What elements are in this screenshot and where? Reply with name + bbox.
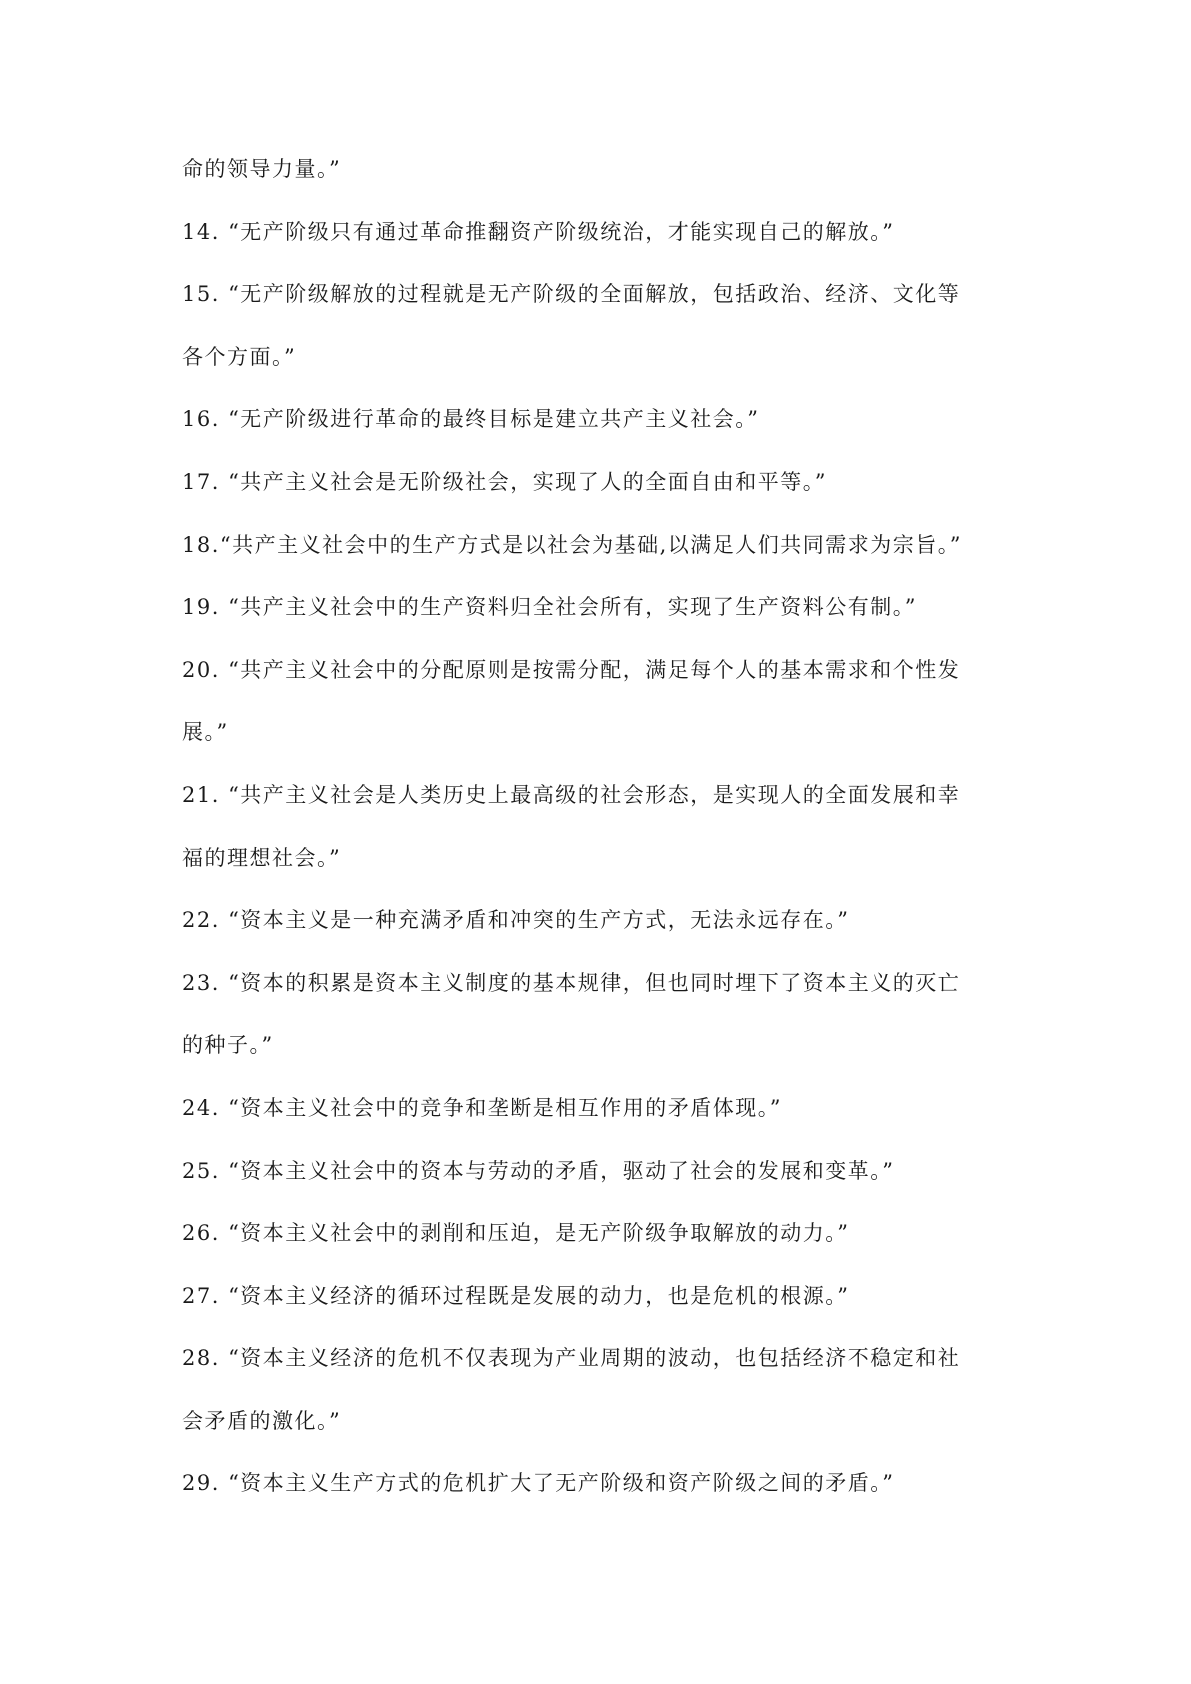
document-body bbox=[182, 138, 1032, 1515]
text-line: 展。” bbox=[182, 720, 229, 745]
text-line: 25. “资本主义社会中的资本与劳动的矛盾，驱动了社会的发展和变革。” bbox=[182, 1158, 895, 1183]
text-line: 29. “资本主义生产方式的危机扩大了无产阶级和资产阶级之间的矛盾。” bbox=[182, 1471, 895, 1496]
text-line: 17. “共产主义社会是无阶级社会，实现了人的全面自由和平等。” bbox=[182, 469, 828, 494]
text-line: 会矛盾的激化。” bbox=[182, 1408, 342, 1433]
text-line: 19. “共产主义社会中的生产资料归全社会所有，实现了生产资料公有制。” bbox=[182, 595, 918, 620]
text-line: 14. “无产阶级只有通过革命推翻资产阶级统治，才能实现自己的解放。” bbox=[182, 219, 895, 244]
text-line: 23. “资本的积累是资本主义制度的基本规律，但也同时埋下了资本主义的灭亡 bbox=[182, 970, 961, 995]
text-line: 24. “资本主义社会中的竞争和垄断是相互作用的矛盾体现。” bbox=[182, 1095, 783, 1120]
text-line: 命的领导力量。” bbox=[182, 157, 342, 181]
text-line: 18.“共产主义社会中的生产方式是以社会为基础,以满足人们共同需求为宗旨。” bbox=[182, 532, 963, 557]
text-line: 26. “资本主义社会中的剥削和压迫，是无产阶级争取解放的动力。” bbox=[182, 1221, 850, 1246]
text-line: 福的理想社会。” bbox=[182, 845, 342, 870]
text-line: 28. “资本主义经济的危机不仅表现为产业周期的波动，也包括经济不稳定和社 bbox=[182, 1346, 961, 1371]
text-line: 各个方面。” bbox=[182, 344, 297, 369]
text-line: 22. “资本主义是一种充满矛盾和冲突的生产方式，无法永远存在。” bbox=[182, 908, 850, 933]
text-line: 的种子。” bbox=[182, 1033, 274, 1058]
text-line: 20. “共产主义社会中的分配原则是按需分配，满足每个人的基本需求和个性发 bbox=[182, 657, 961, 682]
text-line: 21. “共产主义社会是人类历史上最高级的社会形态，是实现人的全面发展和幸 bbox=[182, 782, 961, 807]
text-line: 16. “无产阶级进行革命的最终目标是建立共产主义社会。” bbox=[182, 407, 760, 432]
text-line: 15. “无产阶级解放的过程就是无产阶级的全面解放，包括政治、经济、文化等 bbox=[182, 282, 961, 307]
text-line: 27. “资本主义经济的循环过程既是发展的动力，也是危机的根源。” bbox=[182, 1283, 850, 1308]
